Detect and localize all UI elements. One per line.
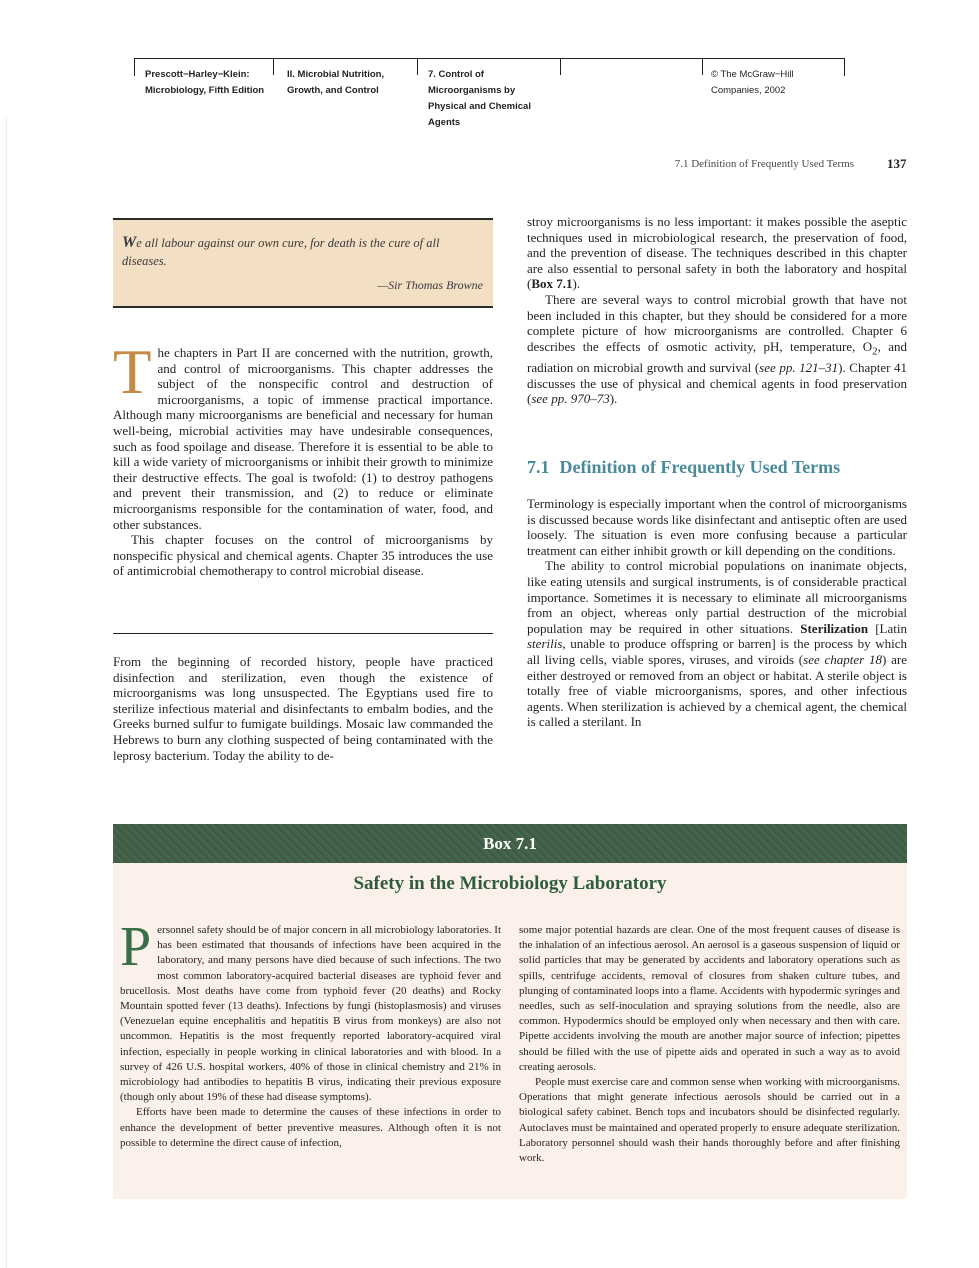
header-divider bbox=[560, 58, 561, 75]
intro-divider bbox=[113, 633, 493, 634]
box-title: Safety in the Microbiology Laboratory bbox=[353, 873, 667, 894]
page-edge bbox=[6, 118, 7, 1268]
header-divider bbox=[417, 58, 418, 75]
header-divider bbox=[702, 58, 703, 75]
box-right-column: some major potential hazards are clear. One of the most frequent causes of disease is the inhalation of an infectious aerosol. An aerosol is a gaseous suspension of liquid or solid particles that may be generated by accidents and laboratory operations such as spills, centrifuge accidents, removal of closures from shaken culture tubes, and plunging of contaminated loops into a flame. Accidents with hypodermic syringes and needles, such as self-inoculation and spraying solutions from the needle, also are common. Hypodermics should be employed only when necessary and then with care. Pipette accidents involving the mouth are another major source of infection; pipettes should be filled with the use of pipette aids and operated in such a way as to avoid creating aerosols. People must exercise care and common sense when working with microorganisms. Operations that might generate infectious aerosols should be carried out in a biological safety cabinet. Bench tops and incubators should be disinfected regularly. Autoclaves must be maintained and operated properly to ensure adequate sterilization. Laboratory personnel should wash their hands thoroughly before and after finishing work. bbox=[519, 924, 900, 1165]
history-text: From the beginning of recorded history, people have practiced disinfection and sterilization, even though the existence of microorganisms was long unsuspected. The Egyptians used fire to sterilize infectious material and disinfectants to embalm bodies, and the Greeks burned sulfur to fumigate buildings. Mosaic law commanded the Hebrews to burn any clothing suspected of being contaminated with the leprosy bacterium. Today the ability to de- bbox=[113, 654, 493, 763]
header-divider bbox=[273, 58, 274, 75]
intro-text: The chapters in Part II are concerned with the nutrition, growth, and control of microorganisms. This chapter addresses the subject of the nonspecific control and destruction of microorganisms, a topic of immense practical importance. Although many microorganisms are beneficial and necessary for human well-being, microbial activities may have undesirable consequences, such as food spoilage and disease. Therefore it is essential to be able to kill a wide variety of microorganisms or inhibit their growth to minimize their destructive effects. The goal is twofold: (1) to destroy pathogens and prevent their transmission, and (2) to reduce or eliminate microorganisms responsible for the contamination of water, food, and other substances. This chapter focuses on the control of microorganisms by nonspecific physical and chemical agents. Chapter 35 introduces the use of antimicrobial chemotherapy to control microbial disease. bbox=[113, 337, 493, 579]
dropcap: T bbox=[113, 337, 152, 407]
page-number: 137 bbox=[887, 156, 907, 171]
header-book-title: Prescott−Harley−Klein: Microbiology, Fifth Edition bbox=[145, 69, 265, 96]
epigraph-quote: We all labour against our own cure, for death is the cure of all diseases. bbox=[122, 234, 440, 268]
epigraph-attribution: —Sir Thomas Browne bbox=[377, 278, 483, 292]
epigraph-box bbox=[113, 218, 493, 308]
header-copyright: © The McGraw−Hill Companies, 2002 bbox=[711, 69, 794, 96]
right-column-text: stroy microorganisms is no less important: it makes possible the aseptic techniques used in microbiological research, the preservation of food, and the prevention of disease. The techniques described in this chapter are also essential to personal safety in both the laboratory and hospital (Box 7.1). There are several ways to control microbial growth that have not been included in this chapter, but they should be considered for a more complete picture of how microorganisms are controlled. Chapter 6 describes the effects of osmotic activity, pH, temperature, $O_2$, and radiation on microbial growth and survival (see pp. 121–31). Chapter 41 discusses the use of physical and chemical agents in food preservation (see pp. 970–73). bbox=[527, 214, 907, 407]
header-part-title: II. Microbial Nutrition, Growth, and Control bbox=[287, 69, 385, 96]
section-heading: 7.1 Definition of Frequently Used Terms bbox=[527, 457, 841, 477]
box-left-column: Personnel safety should be of major concern in all microbiology laboratories. It has been estimated that thousands of infections have been acquired in the laboratory, and many persons have died because of such infections. The two most common laboratory-acquired bacterial diseases are typhoid fever and brucellosis. Most deaths have come from typhoid fever (20 deaths) and Rocky Mountain spotted fever (13 deaths). Infections by fungi (histoplasmosis) and viruses (Venezuelan equine encephalitis and hepatitis B virus from monkeys) are also not uncommon. Hepatitis is the most frequently reported laboratory-acquired viral infection, especially in people working in clinical laboratories and with blood. In a survey of 426 U.S. hospital workers, 40% of those in clinical chemistry and 21% in microbiology had antibodies to hepatitis B virus, indicating their previous exposure (though only about 19% of these had disease symptoms). Efforts have been made to determine the causes of these infections in order to enhance the development of better preventive measures. Although often it is not possible to determine the direct cause of infection, bbox=[120, 916, 501, 1149]
box-dropcap: P bbox=[120, 916, 152, 978]
box-label-band: Box 7.1 bbox=[113, 824, 907, 863]
section-text: Terminology is especially important when the control of microorganisms is discussed because words like disinfectant and antiseptic often are used loosely. The situation is even more confusing because a particular treatment can either inhibit growth or kill depending on the conditions. The ability to control microbial populations on inanimate objects, like eating utensils and surgical instruments, is of considerable practical importance. Sometimes it is necessary to eliminate all microorganisms from an object, whereas only partial destruction of the microbial population may be required in other situations. Sterilization [Latin sterilis, unable to produce offspring or barren] is the process by which all living cells, viable spores, viruses, and viroids (see chapter 18) are either destroyed or removed from an object or habitat. A sterile object is totally free of viable microorganisms, spores, and other infectious agents. When sterilization is achieved by a chemical agent, the chemical is called a sterilant. In bbox=[527, 496, 907, 730]
running-head: 7.1 Definition of Frequently Used Terms bbox=[674, 158, 854, 170]
header-chapter-title: 7. Control of Microorganisms by Physical and Chemical Agents bbox=[428, 69, 531, 128]
